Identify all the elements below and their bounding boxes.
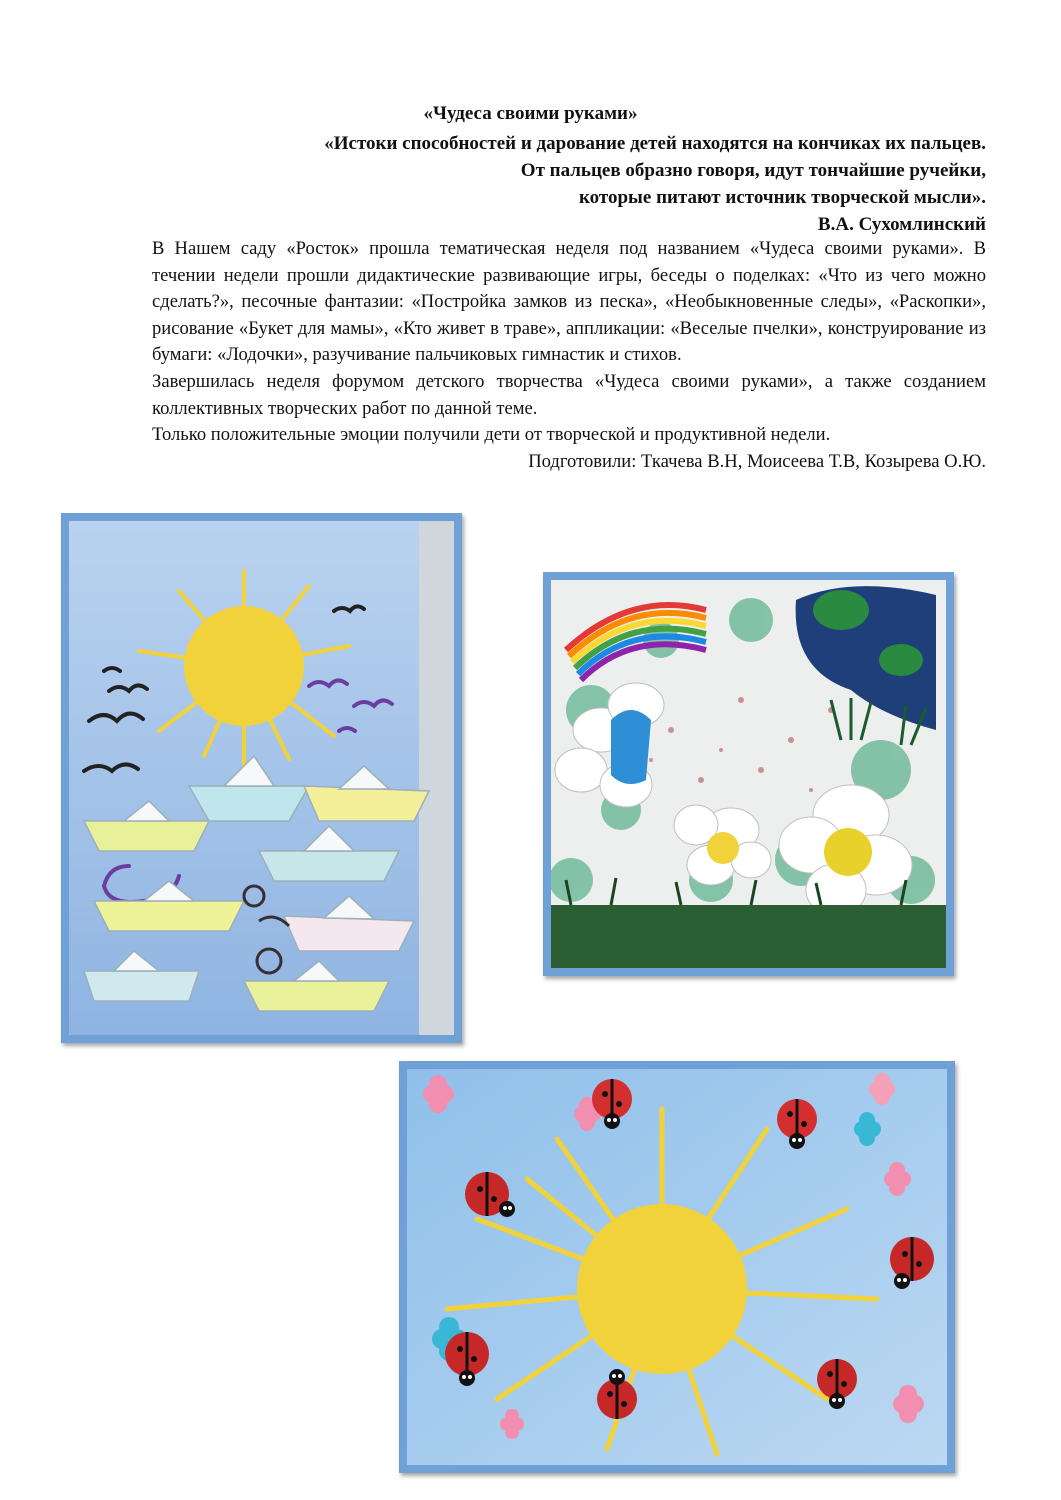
photo-flowers-rainbow	[543, 572, 954, 976]
epigraph-author: В.А. Сухомлинский	[817, 214, 986, 235]
epigraph-line: которые питают источник творческой мысли».	[578, 187, 986, 208]
paper-boats-artwork	[69, 521, 454, 1035]
epigraph-line: «Истоки способностей и дарование детей находятся на кончиках их пальцев.	[324, 133, 986, 154]
photo-ladybugs-sun	[399, 1061, 955, 1473]
paragraph: Только положительные эмоции получили дети от творческой и продуктивной недели.	[152, 424, 831, 446]
flowers-rainbow-artwork	[551, 580, 946, 968]
photo-paper-boats	[61, 513, 462, 1043]
credits: Подготовили: Ткачева В.Н, Моисеева Т.В, Козырева О.Ю.	[528, 450, 986, 472]
paragraph: В Нашем саду «Росток» прошла тематическая неделя под названием «Чудеса своими руками». В течении недели прошли дидактические развивающие игры, беседы о поделках: «Что из чего можно сделать?», песочные фантазии: «Постройка замков из песка», «Необыкновенные следы», «Раскопки», рисование «Букет для мамы», «Кто живет в траве», аппликации: «Веселые пчелки», конструирование из бумаги: «Лодочки», разучивание пальчиковых гимнастик и стихов.	[152, 238, 986, 366]
ladybugs-artwork	[407, 1069, 947, 1465]
page-title: «Чудеса своими руками»	[423, 103, 638, 124]
paragraph: Завершилась неделя форумом детского творчества «Чудеса своими руками», а также созданием коллективных творческих работ по данной теме.	[152, 370, 986, 419]
epigraph	[186, 130, 986, 238]
article-body	[152, 236, 986, 475]
epigraph-line: От пальцев образно говоря, идут тончайшие ручейки,	[520, 160, 986, 181]
